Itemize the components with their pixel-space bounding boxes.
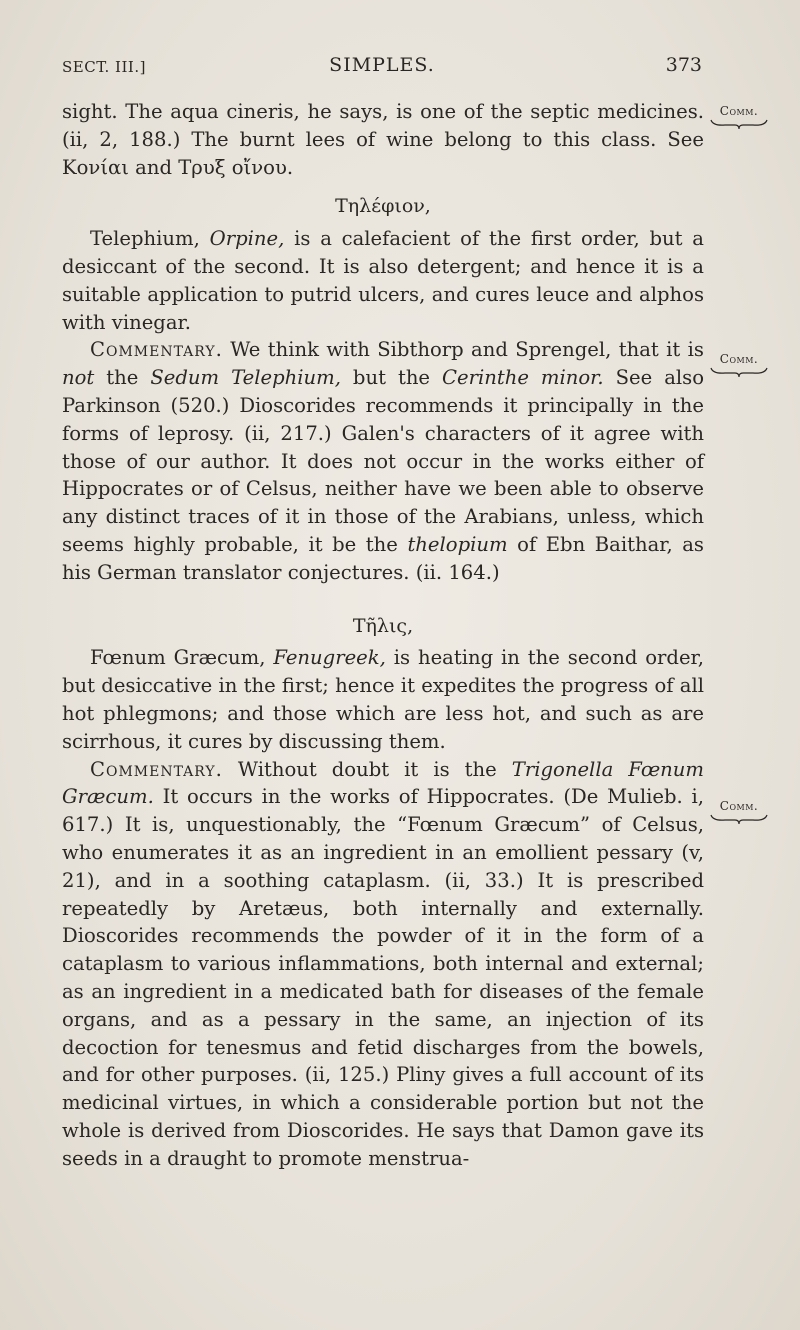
- margin-note-commentary: [708, 799, 770, 825]
- margin-note-commentary: [708, 352, 770, 378]
- margin-note-label: Comm.: [719, 799, 759, 813]
- commentary-label: Commentary.: [90, 757, 223, 781]
- entry-heading-telis: Τῆλις,: [352, 614, 414, 637]
- paragraph: [62, 225, 704, 336]
- commentary-paragraph: [62, 756, 704, 1173]
- text-run: Cerinthe minor.: [442, 366, 604, 390]
- text-run: of Ebn Baithar, as his German translator conjectures. (ii. 164.): [62, 532, 704, 584]
- brace-icon: [709, 118, 769, 130]
- text-run: It occurs in the works of Hippocrates. (De Mulieb. i, 617.) It is, unquestionably, the “Fœnum Græcum” of Celsus, who enumerates it as an ingredient in an emollient pessary (v, 21), and in a soothing cataplasm. (ii, 33.) It is prescribed repeatedly by Aretæus, both internally and externally. Dioscorides recommends the powder of it in the form of a cataplasm to various inflammations, both internal and external; as an ingredient in a medicated bath for diseases of the female organs, and as a pessary in the same, an injection of its decoction for tenesmus and fetid discharges from the bowels, and for other purposes. (ii, 125.) Pliny gives a full account of its medicinal virtues, in which a considerable portion but not the whole is derived from Dioscorides. He says that Damon gave its seeds in a draught to promote menstrua-: [62, 785, 704, 1170]
- text-run: is heating in the second order, but desiccative in the first; hence it expedites the progress of all hot phlegmons; and those which are less hot, and such as are scirrhous, it cures by discussing them.: [62, 646, 704, 753]
- page-body: [62, 98, 704, 1172]
- brace-icon: [709, 813, 769, 825]
- text-run: Sedum Telephium,: [150, 366, 341, 390]
- text-run: Trigonella Fœnum Græcum.: [62, 757, 705, 809]
- paragraph: sight. The aqua cineris, he says, is one of the septic medicines. (ii, 2, 188.) The burnt lees of wine belong to this class. See Κονίαι and Τρυξ οἴνου.: [62, 100, 704, 179]
- page-title: SIMPLES.: [329, 54, 435, 76]
- entry-heading-telephium: Τηλέφιον,: [335, 195, 431, 218]
- text-run: See also Parkinson (520.) Dioscorides recommends it principally in the forms of leprosy. (ii, 217.) Galen's characters of it agree with those of our author. It does not occur in the works either of Hippocrates or of Celsus, neither have we been able to observe any distinct traces of it in those of the Arabians, unless, which seems highly probable, it be the: [62, 366, 704, 556]
- brace-icon: [709, 366, 769, 378]
- text-run: not: [62, 366, 95, 390]
- paragraph: [62, 644, 704, 755]
- text-run: the: [94, 366, 151, 390]
- text-run: but the: [340, 366, 443, 390]
- text-run: thelopium: [407, 532, 508, 556]
- commentary-label: Commentary.: [90, 338, 223, 362]
- text-run: Without doubt it is the: [222, 757, 512, 781]
- text-run: Fenugreek,: [273, 646, 386, 670]
- margin-note-label: Comm.: [719, 352, 759, 366]
- text-run: Fœnum Græcum,: [90, 646, 274, 670]
- margin-note-commentary: [708, 104, 770, 130]
- text-run: Telephium,: [90, 227, 210, 251]
- text-run: Orpine,: [209, 227, 285, 251]
- page-number: 373: [665, 54, 702, 76]
- margin-note-label: Comm.: [719, 104, 759, 118]
- text-run: We think with Sibthorp and Sprengel, that it is: [222, 338, 704, 362]
- text-run: is a calefacient of the first order, but a desiccant of the second. It is also detergent; and hence it is a suitable application to putrid ulcers, and cures leuce and alphos with vinegar.: [62, 227, 704, 334]
- running-header: [62, 52, 702, 82]
- commentary-paragraph: [62, 336, 704, 586]
- section-label: SECT. III.]: [62, 58, 146, 76]
